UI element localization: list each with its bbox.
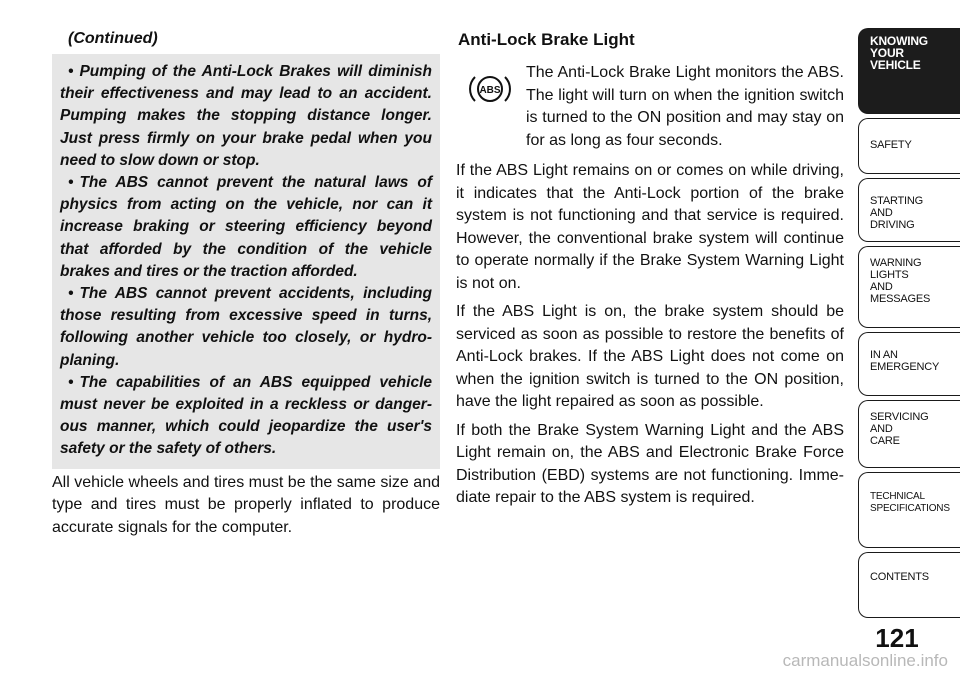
warning-item xyxy=(60,61,432,172)
tab-label-line: WARNING xyxy=(870,257,922,269)
tab-label-line: MESSAGES xyxy=(870,293,931,305)
warning-item xyxy=(60,283,432,372)
left-column xyxy=(52,30,440,539)
tab-label-line: LIGHTS xyxy=(870,269,909,281)
tab-starting-and-driving[interactable] xyxy=(858,178,960,242)
warning-item xyxy=(60,172,432,283)
body-paragraph: If both the Brake System Warning Light and the ABS Light remain on, the ABS and Electronic Brake Force Distribution (EBD) systems are not functioning. Imme-diate repair to the ABS system is required. xyxy=(456,421,844,506)
right-column xyxy=(456,30,844,510)
warning-item xyxy=(60,372,432,461)
tab-label-line: EMERGENCY xyxy=(870,361,940,373)
warning-text: The capabilities of an ABS equipped vehicle must never be exploited in a reckless or danger-ous manner, which could jeopardize the user's safety or the safety of others. xyxy=(60,373,432,458)
tab-contents[interactable] xyxy=(858,552,960,618)
bullet: • xyxy=(68,373,74,391)
abs-warning-icon xyxy=(468,72,512,106)
warning-text: The ABS cannot prevent accidents, including those resulting from excessive speed in turns, following another vehicle too closely, or hydro-planing. xyxy=(60,285,432,369)
tab-label-line: CONTENTS xyxy=(870,571,929,583)
body-paragraph: If the ABS Light is on, the brake system should be serviced as soon as possible to restore the benefits of Anti-Lock brakes. If the ABS Light does not come on when the ignition switch is turned to the ON position, have the light repaired as soon as possible. xyxy=(456,303,844,410)
watermark: carmanualsonline.info xyxy=(782,651,948,670)
tab-label-line: STARTING xyxy=(870,195,923,207)
tab-label-line: SAFETY xyxy=(870,139,912,151)
tab-label-line: KNOWING xyxy=(870,34,928,48)
tab-warning-lights-and-messages[interactable] xyxy=(858,246,960,328)
tab-servicing-and-care[interactable] xyxy=(858,400,960,468)
tab-safety[interactable] xyxy=(858,118,960,174)
bullet: • xyxy=(68,285,74,303)
bullet: • xyxy=(68,63,74,80)
tab-label-line: AND xyxy=(870,281,893,293)
tab-label-line: AND xyxy=(870,207,893,219)
tab-label-line: SERVICING xyxy=(870,411,929,423)
page-number: 121 xyxy=(875,623,919,653)
tab-knowing-your-vehicle[interactable] xyxy=(858,28,960,114)
tab-label-line: YOUR xyxy=(870,46,904,60)
abs-icon-label: ABS xyxy=(479,85,501,96)
tab-label-line: AND xyxy=(870,423,893,435)
tab-label-line: CARE xyxy=(870,435,900,447)
section-heading: Anti-Lock Brake Light xyxy=(458,30,635,49)
tab-label-line: DRIVING xyxy=(870,219,915,231)
tab-technical-specifications[interactable] xyxy=(858,472,960,548)
body-paragraph: All vehicle wheels and tires must be the same size and type and tires must be properly inflated to produce accurate signals for the computer. xyxy=(52,473,440,536)
abs-light-block xyxy=(456,62,844,152)
tab-label-line: TECHNICAL xyxy=(870,491,925,502)
bullet: • xyxy=(68,174,74,192)
tab-in-an-emergency[interactable] xyxy=(858,332,960,396)
continued-label: (Continued) xyxy=(68,30,158,47)
tab-label-line: IN AN xyxy=(870,349,898,361)
warning-text: The ABS cannot prevent the natural laws of physics from acting on the vehicle, nor can it increase braking or steering efficiency beyond that afforded by the condition of the vehicle brakes and tires or the traction afforded. xyxy=(60,174,432,280)
warning-box xyxy=(52,54,440,469)
tab-label-line: SPECIFICATIONS xyxy=(870,503,950,514)
abs-light-description: The Anti-Lock Brake Light monitors the ABS. The light will turn on when the ignition switch is turned to the ON position and may stay on for as long as four seconds. xyxy=(526,64,844,149)
body-paragraph: If the ABS Light remains on or comes on while driving, it indicates that the Anti-Lock portion of the brake system is not functioning and that service is required. However, the conventional brake system will continue to operate normally if the Brake System Warning Light is not on. xyxy=(456,162,844,292)
tab-label-line: VEHICLE xyxy=(870,58,921,72)
section-tabs xyxy=(858,0,960,678)
warning-text: Pumping of the Anti-Lock Brakes will diminish their effectiveness and may lead to an accident. Pumping makes the stopping distance longer. Just press firmly on your brake pedal when you need to slow down or stop. xyxy=(60,63,432,169)
